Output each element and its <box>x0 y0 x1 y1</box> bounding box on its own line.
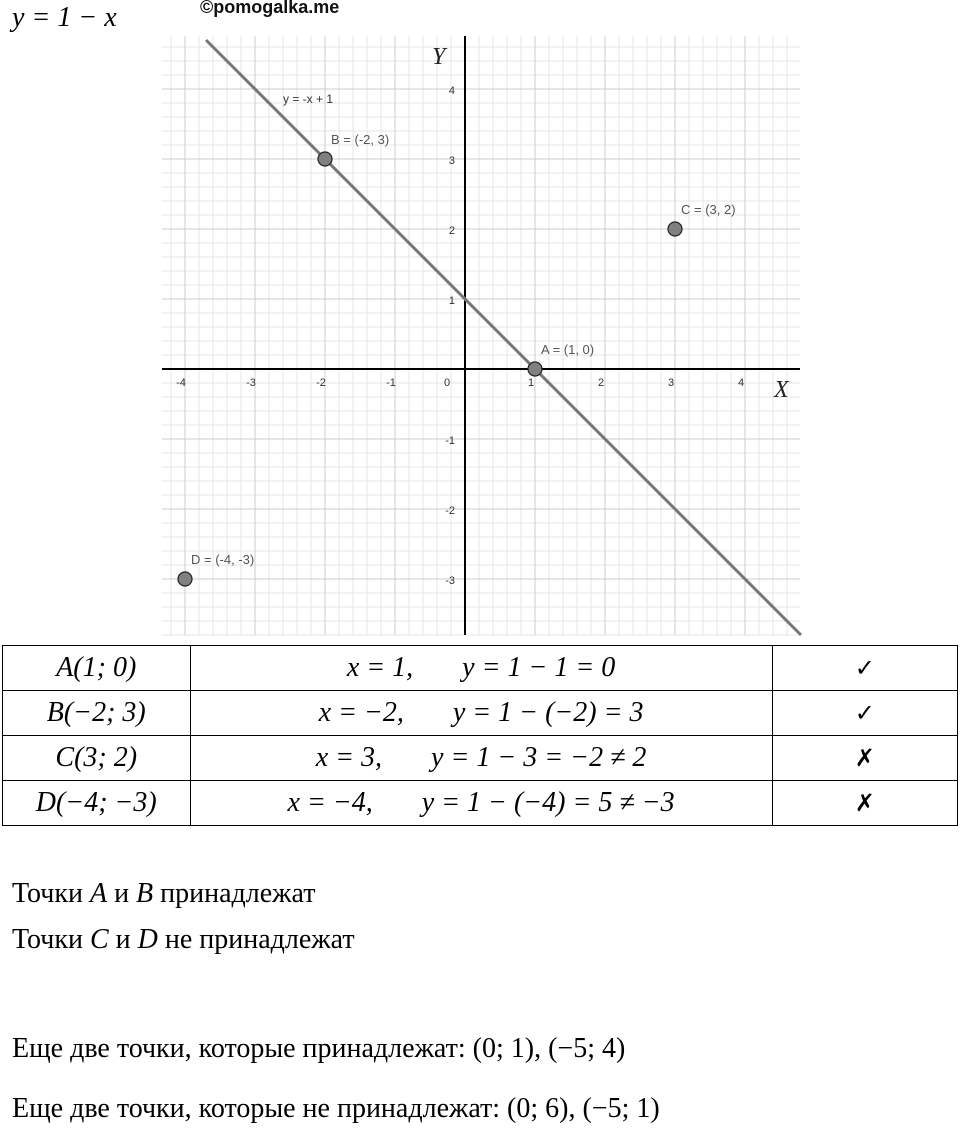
cross-mark-icon: ✗ <box>772 736 957 781</box>
y-tick-label: -2 <box>445 505 455 517</box>
cross-mark-icon: ✗ <box>772 781 957 826</box>
y-tick-label: 4 <box>448 85 455 97</box>
point-cell: A(1; 0) <box>3 646 191 691</box>
extra-points-belong: Еще две точки, которые принадлежат: (0; 1), (−5; 4) <box>12 1033 626 1064</box>
conclusion-not-belong: Точки C и D не принадлежат <box>12 924 355 955</box>
check-table <box>2 645 958 826</box>
data-point <box>178 572 192 586</box>
point-cell: D(−4; −3) <box>3 781 191 826</box>
point-label: D = (-4, -3) <box>191 552 255 567</box>
calc-cell: x = 3, y = 1 − 3 = −2 ≠ 2 <box>190 736 772 781</box>
y-tick-label: 1 <box>448 295 455 307</box>
table-row <box>3 646 958 691</box>
x-tick-label: 1 <box>527 377 535 389</box>
x-tick-label: -3 <box>246 377 256 389</box>
x-tick-label: -4 <box>176 377 186 389</box>
table-row <box>3 781 958 826</box>
y-tick-label: 2 <box>448 225 455 237</box>
data-point <box>668 222 682 236</box>
x-tick-label: 4 <box>737 377 745 389</box>
x-tick-label: 0 <box>443 377 451 389</box>
extra-points-not-belong: Еще две точки, которые не принадлежат: (0; 6), (−5; 1) <box>12 1093 660 1124</box>
watermark: ©pomogalka.me <box>200 0 340 17</box>
point-label: A = (1, 0) <box>541 342 595 357</box>
x-tick-label: 3 <box>667 377 675 389</box>
y-tick-label: 3 <box>448 155 455 167</box>
calc-cell: x = −4, y = 1 − (−4) = 5 ≠ −3 <box>190 781 772 826</box>
table-row <box>3 691 958 736</box>
data-point <box>318 152 332 166</box>
point-label: C = (3, 2) <box>681 202 736 217</box>
y-tick-label: -1 <box>445 435 455 447</box>
conclusion-belong: Точки A и B принадлежат <box>12 878 316 909</box>
series-label: y = -x + 1 <box>283 92 334 106</box>
table-row <box>3 736 958 781</box>
x-tick-label: -1 <box>386 377 396 389</box>
x-axis-label: X <box>774 377 789 403</box>
x-tick-label: 2 <box>597 377 605 389</box>
calc-cell: x = −2, y = 1 − (−2) = 3 <box>190 691 772 736</box>
point-cell: C(3; 2) <box>3 736 191 781</box>
y-tick-label: -3 <box>445 575 455 587</box>
y-axis-label: Y <box>432 44 446 70</box>
calc-cell: x = 1, y = 1 − 1 = 0 <box>190 646 772 691</box>
point-cell: B(−2; 3) <box>3 691 191 736</box>
data-point <box>528 362 542 376</box>
page-title-equation: y = 1 − x <box>12 2 117 33</box>
check-mark-icon: ✓ <box>772 646 957 691</box>
series-line <box>206 40 801 635</box>
x-tick-label: -2 <box>316 377 326 389</box>
point-label: B = (-2, 3) <box>331 132 390 147</box>
check-mark-icon: ✓ <box>772 691 957 736</box>
